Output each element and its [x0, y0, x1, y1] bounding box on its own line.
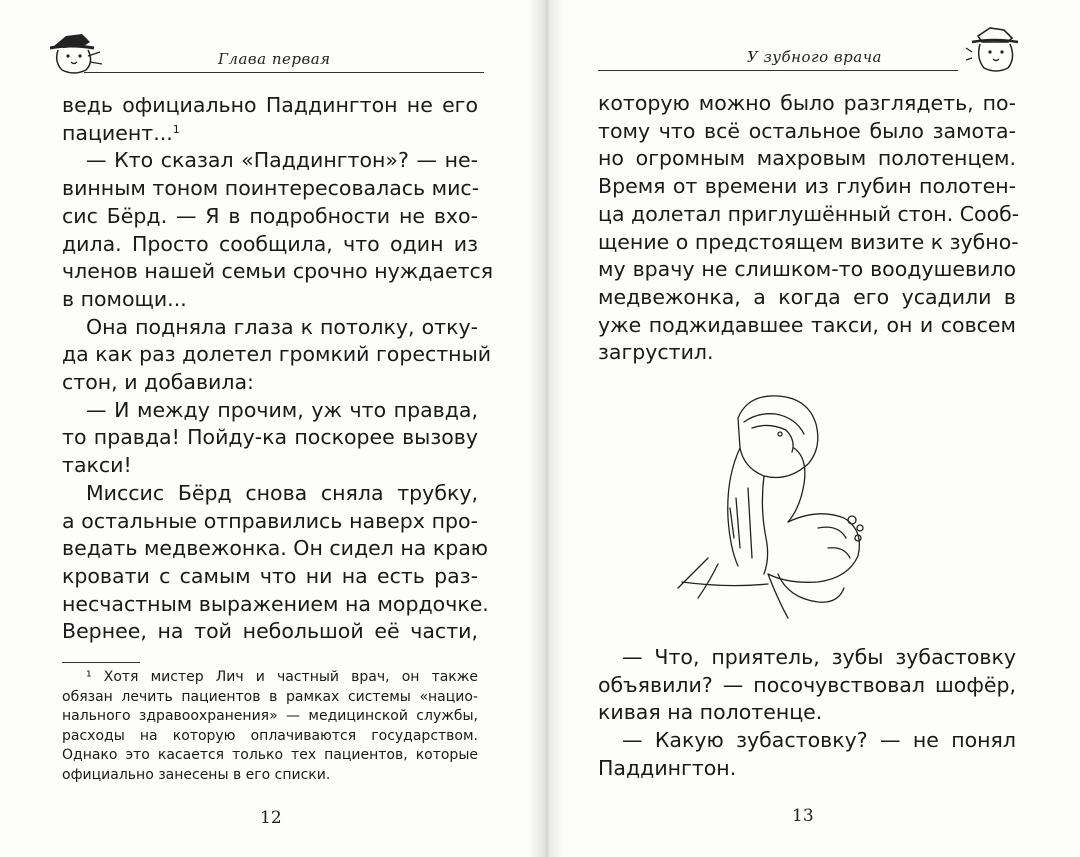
text-line: Она подняла глаза к потолку, отку-: [86, 314, 478, 339]
text-line: да как раз долетел громкий горестный: [62, 342, 492, 367]
bear-in-towel-illustration: [668, 388, 888, 626]
text-line: а остальные отправились наверх про-: [62, 508, 478, 533]
text-line: — И между прочим, уж что правда,: [86, 397, 478, 422]
text-line: винным тоном поинтересовалась мис-: [62, 176, 480, 201]
header-rule: [598, 70, 958, 71]
footnote-line: ¹ Хотя мистер Лич и частный врач, он также: [86, 669, 478, 685]
text-line: — Что, приятель, зубы зубастовку: [622, 645, 1016, 669]
text-line: Паддингтон.: [598, 755, 737, 780]
text-line: такси!: [62, 453, 132, 478]
running-head: У зубного врача: [747, 48, 882, 66]
text-line: пациент...$^1$: [62, 120, 180, 145]
right-page: [540, 0, 1080, 857]
text-line: объявили? — посочувствовал шофёр,: [598, 672, 1016, 697]
text-line: кровати с самым что ни на есть раз-: [62, 563, 478, 588]
text-line: ведь официально Паддингтон не его: [62, 93, 478, 117]
text-line: — Какую зубастовку? — не понял: [622, 728, 1016, 753]
text-line: му врачу не слишком-то воодушевило: [598, 257, 1016, 282]
text-line: то правда! Пойду-ка поскорее вызову: [62, 425, 478, 450]
text-line: медвежонка, а когда его усадили в: [598, 284, 1016, 309]
bear-mascot-icon: [44, 26, 106, 76]
text-line: загрустил.: [598, 340, 714, 365]
text-line: ца долетал приглушённый стон. Сооб-: [598, 201, 1020, 226]
text-line: тому что всё остальное было замота-: [598, 118, 1016, 143]
page-number: 13: [792, 806, 814, 826]
text-line: — Кто сказал «Паддингтон»? — не-: [86, 148, 478, 173]
footnote-line: обязан лечить пациентов в рамках системы «нацио-: [62, 688, 478, 705]
footnote-line: Однако это касается только тех пациентов, которые: [62, 747, 478, 763]
text-line: Вернее, на той небольшой её части,: [62, 619, 478, 644]
text-line: в помощи...: [62, 286, 187, 311]
footnote-rule: [62, 662, 140, 663]
footnote-marker: 1: [172, 122, 180, 136]
footnote-line: официально занесены в его списки.: [62, 766, 331, 783]
page-number: 12: [260, 808, 282, 828]
text-line: щение о предстоящем визите к зубно-: [598, 229, 1019, 254]
text-line: уже поджидавшее такси, он и совсем: [598, 312, 1016, 337]
text-line: Миссис Бёрд снова сняла трубку,: [86, 480, 478, 505]
text-line: несчастным выражением на мордочке.: [62, 591, 489, 616]
bear-mascot-icon: [964, 22, 1026, 76]
text-line: кивая на полотенце.: [598, 700, 823, 725]
text-line: ведать медвежонка. Он сидел на краю: [62, 536, 489, 561]
footnote-line: расходы на которую оплачиваются государством.: [62, 727, 478, 744]
text-line: Время от времени из глубин полотен-: [598, 174, 1016, 199]
header-rule: [84, 72, 484, 73]
text-line: которую можно было разглядеть, по-: [598, 91, 1016, 115]
text-line: стон, и добавила:: [62, 370, 254, 394]
text-line: но огромным махровым полотенцем.: [598, 146, 1016, 171]
running-head: Глава первая: [218, 50, 331, 68]
footnote-line: нального здравоохранения» — медицинской службы,: [62, 708, 478, 724]
text-line: дила. Просто сообщила, что один из: [62, 231, 478, 256]
text-line: сис Бёрд. — Я в подробности не вхо-: [62, 203, 478, 228]
text-line: членов нашей семьи срочно нуждается: [62, 259, 494, 284]
